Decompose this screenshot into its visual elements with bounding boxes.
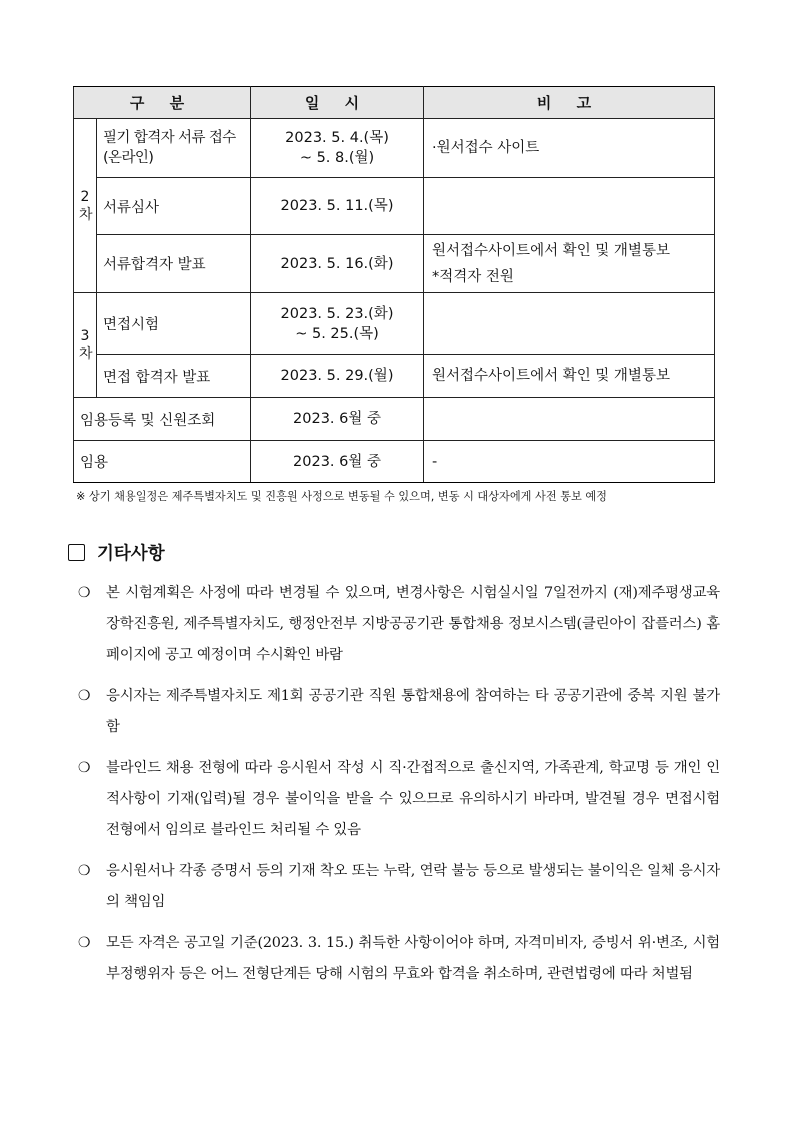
list-item [78,753,720,846]
row-date: 2023. 5. 11.(목) [251,178,424,235]
section-title-text: 기타사항 [97,544,165,564]
circle-bullet-icon: ❍ [78,760,91,776]
list-item-text: 응시자는 제주특별자치도 제1회 공공기관 직원 통합채용에 참여하는 타 공공기관에 중복 지원 불가함 [106,688,720,735]
table-row [74,178,715,235]
section-title [68,540,165,565]
row-date: 2023. 5. 4.(목) ~ 5. 8.(월) [251,119,424,178]
row-date: 2023. 5. 23.(화) ~ 5. 25.(목) [251,293,424,355]
row-note [424,178,715,235]
circle-bullet-icon: ❍ [78,863,91,879]
header-category: 구 분 [74,87,251,119]
row-note: ·원서접수 사이트 [424,119,715,178]
list-item [78,928,720,990]
stage-3-cell [74,293,97,398]
row-date: 2023. 5. 29.(월) [251,355,424,398]
list-item-text: 블라인드 채용 전형에 따라 응시원서 작성 시 직·간접적으로 출신지역, 가족관계, 학교명 등 개인 인적사항이 기재(입력)될 경우 불이익을 받을 수 있으므로 유의하시기 바라며, 발견될 경우 면접시험 전형에서 임의로 블라인드 처리될 수 있음 [106,760,720,838]
circle-bullet-icon: ❍ [78,585,91,601]
row-note [424,398,715,441]
stage-2-cell [74,119,97,293]
table-header-row [74,87,715,119]
circle-bullet-icon: ❍ [78,688,91,704]
table-row [74,293,715,355]
row-item: 임용 [74,441,251,483]
row-item: 임용등록 및 신원조회 [74,398,251,441]
circle-bullet-icon: ❍ [78,935,91,951]
table-row [74,441,715,483]
checkbox-icon [68,544,85,561]
table-row [74,235,715,293]
row-date: 2023. 6월 중 [251,441,424,483]
row-item: 필기 합격자 서류 접수 (온라인) [97,119,251,178]
row-note [424,293,715,355]
row-note: 원서접수사이트에서 확인 및 개별통보 *적격자 전원 [424,235,715,293]
row-item: 서류심사 [97,178,251,235]
list-item [78,856,720,918]
schedule-footnote: ※ 상기 채용일정은 제주특별자치도 및 진흥원 사정으로 변동될 수 있으며, 변동 시 대상자에게 사전 통보 예정 [76,490,607,503]
list-item [78,681,720,743]
row-item: 서류합격자 발표 [97,235,251,293]
row-note: 원서접수사이트에서 확인 및 개별통보 [424,355,715,398]
row-date: 2023. 5. 16.(화) [251,235,424,293]
table-row [74,355,715,398]
header-remarks: 비 고 [424,87,715,119]
list-item-text: 본 시험계획은 사정에 따라 변경될 수 있으며, 변경사항은 시험실시일 7일전까지 (재)제주평생교육장학진흥원, 제주특별자치도, 행정안전부 지방공공기관 통합채용 정보시스템(클린아이 잡플러스) 홈페이지에 공고 예정이며 수시확인 바람 [106,585,720,663]
notes-list [78,578,720,1000]
row-note: - [424,441,715,483]
list-item [78,578,720,671]
row-item: 면접 합격자 발표 [97,355,251,398]
schedule-table [73,86,715,483]
stage-2-label: 2차 [79,188,93,223]
list-item-text: 모든 자격은 공고일 기준(2023. 3. 15.) 취득한 사항이어야 하며, 자격미비자, 증빙서 위·변조, 시험 부정행위자 등은 어느 전형단계든 당해 시험의 무효와 합격을 취소하며, 관련법령에 따라 처벌됨 [106,935,720,982]
row-date: 2023. 6월 중 [251,398,424,441]
row-item: 면접시험 [97,293,251,355]
table-row [74,398,715,441]
list-item-text: 응시원서나 각종 증명서 등의 기재 착오 또는 누락, 연락 불능 등으로 발생되는 불이익은 일체 응시자의 책임임 [106,863,720,910]
stage-3-label: 3차 [79,328,93,362]
header-datetime: 일 시 [251,87,424,119]
table-row [74,119,715,178]
